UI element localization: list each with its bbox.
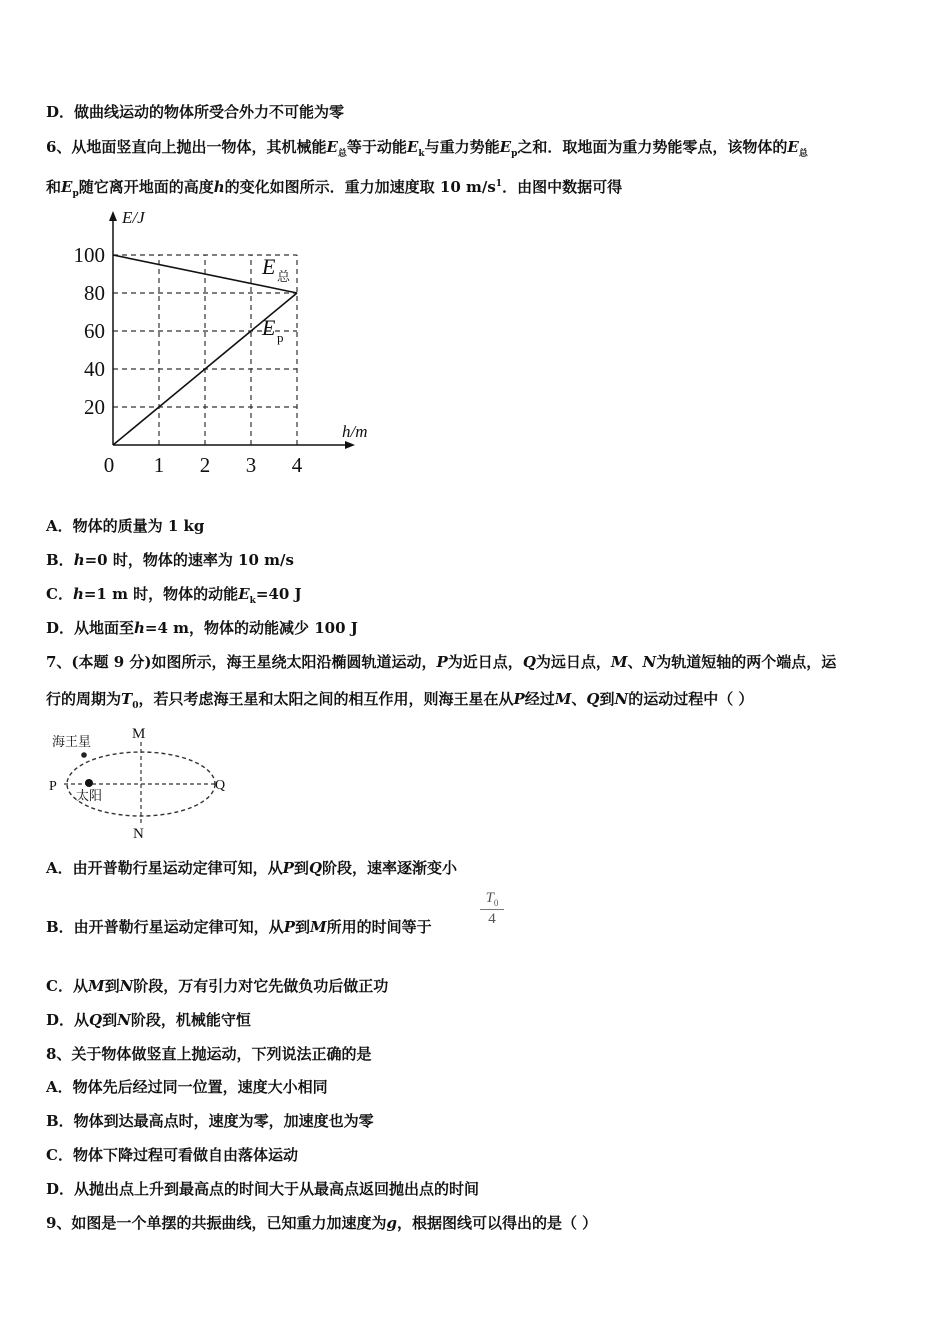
neptune-label: 海王星: [52, 734, 92, 749]
x-tick-label-4: 4: [291, 453, 303, 477]
q7-stem-line1: 7、(本题 9 分)如图所示，海王星绕太阳沿椭圆轨道运动，P为近日点，Q为远日点，M、N为轨道短轴的两个端点，运: [46, 653, 837, 671]
sun-dot: [85, 779, 93, 787]
chart-grid: [113, 255, 297, 445]
q6-option-d: D．从地面至h=4 m，物体的动能减少 100 J: [46, 619, 358, 637]
x-tick-label-0: 0: [103, 453, 115, 477]
point-m: M: [132, 726, 146, 742]
point-p: P: [49, 779, 57, 794]
q7-stem-line2: 行的周期为$T_0$，若只考虑海王星和太阳之间的相互作用，则海王星在从P经过M、Q到N的运动过程中（ ）: [46, 690, 754, 711]
x-axis-arrow: [345, 441, 355, 449]
q8-option-b: B．物体到达最高点时，速度为零，加速度也为零: [46, 1112, 374, 1130]
q6-option-b: B．h=0 时，物体的速率为 10 m/s: [46, 551, 294, 569]
x-tick-label-2: 2: [199, 453, 211, 477]
y-tick-label-20: 20: [84, 395, 105, 419]
series-label-e-total: E: [262, 254, 276, 279]
series-label-e-p: E: [262, 314, 276, 340]
q7-option-a: A．由开普勒行星运动定律可知，从P到Q阶段，速率逐渐变小: [46, 859, 458, 877]
fraction-t0-over-4: [480, 890, 504, 928]
neptune-dot: [81, 752, 87, 758]
q7-option-c: C．从M到N阶段，万有引力对它先做负功后做正功: [46, 977, 389, 995]
x-tick-label-3: 3: [245, 453, 257, 477]
fraction-numerator: $T_0$: [485, 890, 499, 908]
q6-option-a: A．物体的质量为 1 kg: [46, 517, 205, 535]
q7-option-b: B．由开普勒行星运动定律可知，从P到M所用的时间等于: [46, 918, 432, 936]
q9-stem: 9、如图是一个单摆的共振曲线，已知重力加速度为g，根据图线可以得出的是（ ）: [46, 1214, 598, 1232]
point-n: N: [133, 826, 144, 842]
y-tick-label-40: 40: [84, 357, 105, 381]
y-tick-label-100: 100: [73, 243, 105, 267]
y-tick-label-80: 80: [84, 281, 105, 305]
sun-label: 太阳: [76, 788, 103, 803]
q8-stem: 8、关于物体做竖直上抛运动，下列说法正确的是: [46, 1045, 372, 1063]
q6-stem-line1: 6、从地面竖直向上抛出一物体，其机械能$E_总$等于动能$E_k$与重力势能$E_p$之和．取地面为重力势能零点，该物体的$E_总$: [46, 138, 808, 159]
q6-option-c: C．h=1 m 时，物体的动能$E_k=40$ J: [46, 585, 302, 606]
y-axis-arrow: [109, 211, 117, 221]
q8-option-d: D．从抛出点上升到最高点的时间大于从最高点返回抛出点的时间: [46, 1180, 480, 1198]
q6-energy-chart: [60, 205, 400, 480]
y-tick-label-60: 60: [84, 319, 105, 343]
fraction-bar: [480, 909, 504, 910]
q7-option-d: D．从Q到N阶段，机械能守恒: [46, 1011, 251, 1029]
q6-stem-line2: 和$E_p$随它离开地面的高度h的变化如图所示．重力加速度取 10 $m/s^1$．由图中数据可得: [46, 178, 623, 199]
x-axis-label: h/m: [342, 422, 368, 441]
point-q: Q: [215, 778, 226, 793]
q7-orbit-diagram: [44, 722, 244, 844]
y-axis-label: E/J: [122, 208, 145, 227]
series-label-sub-e-p: p: [277, 329, 284, 345]
fraction-denominator: 4: [488, 911, 496, 927]
x-tick-label-1: 1: [153, 453, 165, 477]
q8-option-c: C．物体下降过程可看做自由落体运动: [46, 1146, 298, 1164]
q5-option-d: D．做曲线运动的物体所受合外力不可能为零: [46, 103, 345, 121]
chart-axes: [109, 208, 368, 449]
series-label-sub-e-total: 总: [277, 269, 291, 284]
q8-option-a: A．物体先后经过同一位置，速度大小相同: [46, 1078, 328, 1096]
